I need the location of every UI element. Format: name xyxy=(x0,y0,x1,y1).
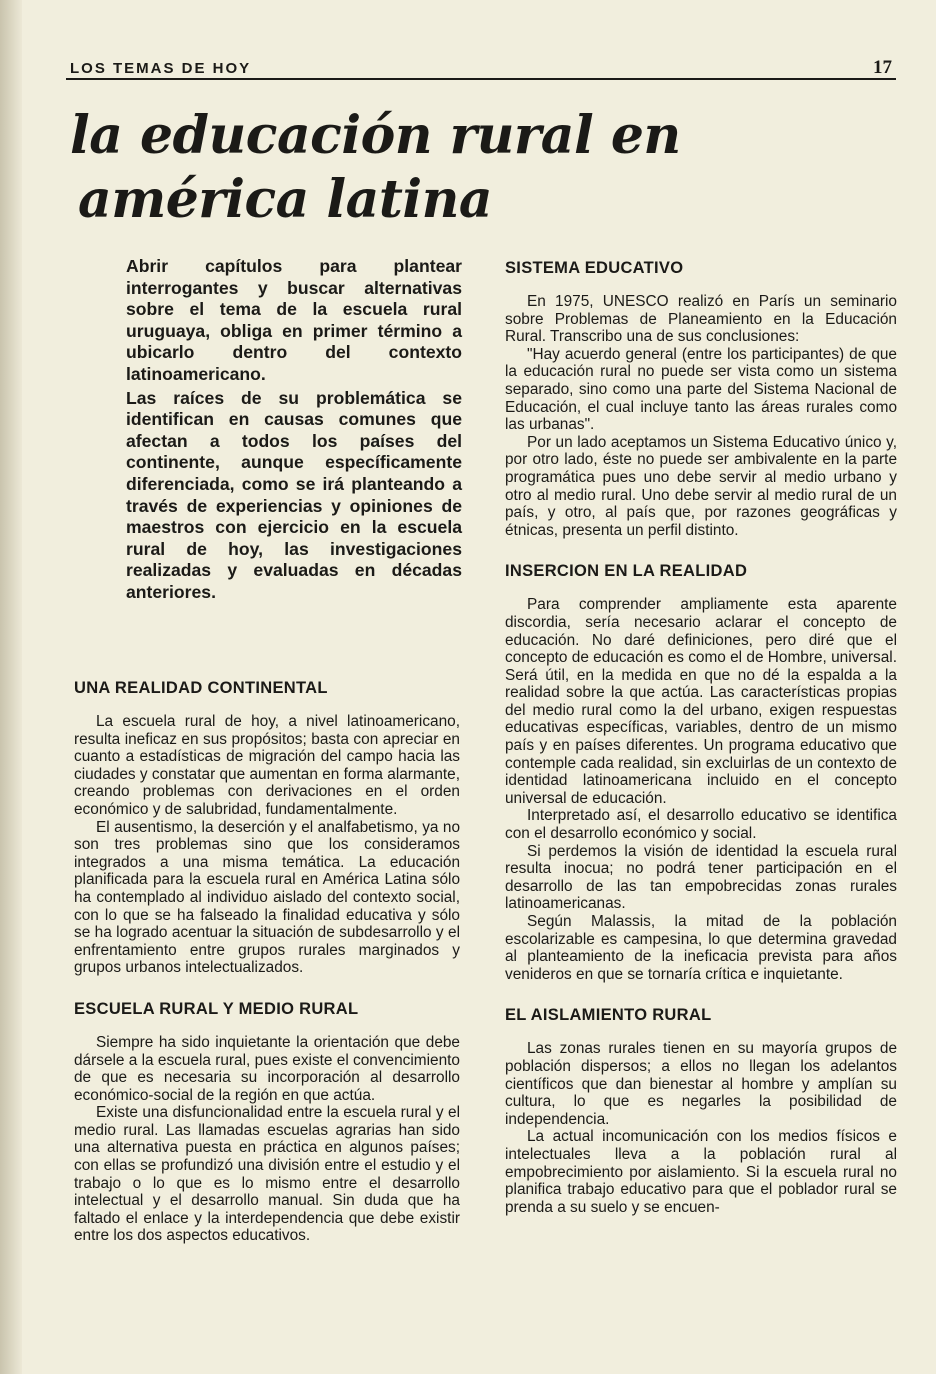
body-paragraph: Si perdemos la visión de identidad la escuela rural resulta inocua; no podrá tener participación en el desarrollo de las tan empobrecidas zonas rurales latinoamericanas. xyxy=(505,842,897,913)
page-spine-shadow xyxy=(0,0,22,1374)
header-rule xyxy=(66,78,896,80)
body-paragraph: "Hay acuerdo general (entre los participantes) de que la educación rural no puede ser vista como un sistema separado, sino como una parte del Sistema Nacional de Educación, el cual incluye tanto las áreas rurales como las urbanas". xyxy=(505,345,897,434)
lead-paragraph-1: Abrir capítulos para plantear interrogantes y buscar alternativas sobre el tema de la escuela rural uruguaya, obliga en primer término a ubicarlo dentro del contexto latinoamericano. xyxy=(126,256,462,384)
heading-escuela-medio-rural: ESCUELA RURAL Y MEDIO RURAL xyxy=(74,999,359,1018)
body-paragraph: Siempre ha sido inquietante la orientación que debe dársele a la escuela rural, pues existe el convencimiento de que es necesaria su incorporación al desarrollo económico-social de la región en que actúa. xyxy=(74,1033,460,1104)
body-paragraph: Para comprender ampliamente esta aparente discordia, sería necesario aclarar el concepto de educación. No daré definiciones, pero diré que el concepto de educación es como el de Hombre, universal. Será útil, en la medida en que no dé la espalda a la realidad sobre la que actúa. Las características propias del medio rural como la del urbano, exigen respuestas educativas específicas, variables, dentro de un mismo país y en países diferentes. Un programa educativo que contemple cada realidad, sin excluirlas de un contexto de identidad latinoamericana incluido en el concepto universal de educación. xyxy=(505,596,897,807)
title-line-1: la educación rural en xyxy=(70,105,681,166)
body-paragraph: La escuela rural de hoy, a nivel latinoamericano, resulta ineficaz en sus propósitos; basta con apreciar en cuanto a estadísticas de migración del campo hacia las ciudades y constatar que aumentan en forma alarmante, creando problemas con derivaciones en el orden económico y de salubridad, fundamentalmente. xyxy=(74,713,460,818)
body-paragraph: Las zonas rurales tienen en su mayoría grupos de población dispersos; a ellos no llegan los adelantos científicos que dan bienestar al hombre y amplían su cultura, lo que es negarles la posibilidad de independencia. xyxy=(505,1040,897,1128)
running-head: LOS TEMAS DE HOY xyxy=(70,60,252,77)
body-paragraph: Existe una disfuncionalidad entre la escuela rural y el medio rural. Las llamadas escuelas agrarias han sido una alternativa puesta en práctica en algunos países; con ellas se profundizó una división entre el estudio y el trabajo o lo que es lo mismo entre el desarrollo intelectual y el desarrollo manual. Sin duda que ha faltado el enlace y la interdependencia que debe existir entre los dos aspectos educativos. xyxy=(74,1104,460,1245)
heading-aislamiento-rural: EL AISLAMIENTO RURAL xyxy=(505,1006,712,1025)
lead-paragraph-2: Las raíces de su problemática se identifican en causas comunes que afectan a todos los países del continente, aunque específicamente diferenciada, como se irá planteando a través de experiencias y opiniones de maestros con ejercicio en la escuela rural de hoy, las investigaciones realizadas y evaluadas en décadas anteriores. xyxy=(126,387,462,602)
article-lead xyxy=(126,256,462,606)
heading-realidad-continental: UNA REALIDAD CONTINENTAL xyxy=(74,679,328,697)
title-line-2: américa latina xyxy=(78,169,493,230)
left-column xyxy=(74,678,460,1245)
article-title xyxy=(70,104,690,232)
body-paragraph: La actual incomunicación con los medios físicos e intelectuales lleva a la población rural al empobrecimiento por aislamiento. Si la escuela rural no planifica trabajo educativo para que el poblador rural se prenda a su suelo y se encuen- xyxy=(505,1128,897,1216)
body-paragraph: Interpretado así, el desarrollo educativo se identifica con el desarrollo económico y social. xyxy=(505,807,897,843)
heading-insercion-realidad: INSERCION EN LA REALIDAD xyxy=(505,562,748,581)
body-paragraph: El ausentismo, la deserción y el analfabetismo, ya no son tres problemas sino que los consideramos integrados a una misma temática. La educación planificada para la escuela rural en América Latina sólo ha contemplado al individuo aislado del contexto social, con lo que se ha falseado la finalidad educativa y sólo se ha logrado acentuar la situación de subdesarrollo y el enfrentamiento entre grupos rurales marginados y grupos urbanos intelectualizados. xyxy=(74,818,460,977)
page-number: 17 xyxy=(873,57,892,78)
body-paragraph: En 1975, UNESCO realizó en París un seminario sobre Problemas de Planeamiento en la Educación Rural. Transcribo una de sus conclusiones: xyxy=(505,293,897,346)
body-paragraph: Según Malassis, la mitad de la población escolarizable es campesina, lo que determina gravedad al planteamiento de la ineficacia prevista para años venideros en que se tornaría crítica e inquietante. xyxy=(505,913,897,983)
heading-sistema-educativo: SISTEMA EDUCATIVO xyxy=(505,259,684,277)
right-column xyxy=(505,258,897,1216)
body-paragraph: Por un lado aceptamos un Sistema Educativo único y, por otro lado, éste no puede ser ambivalente en la parte programática pues uno debe servir al medio urbano y otro al medio rural. Uno debe servir al medio rural de un país, y otro, al país que, por razones geográficas y étnicas, presenta un perfil distinto. xyxy=(505,433,897,539)
